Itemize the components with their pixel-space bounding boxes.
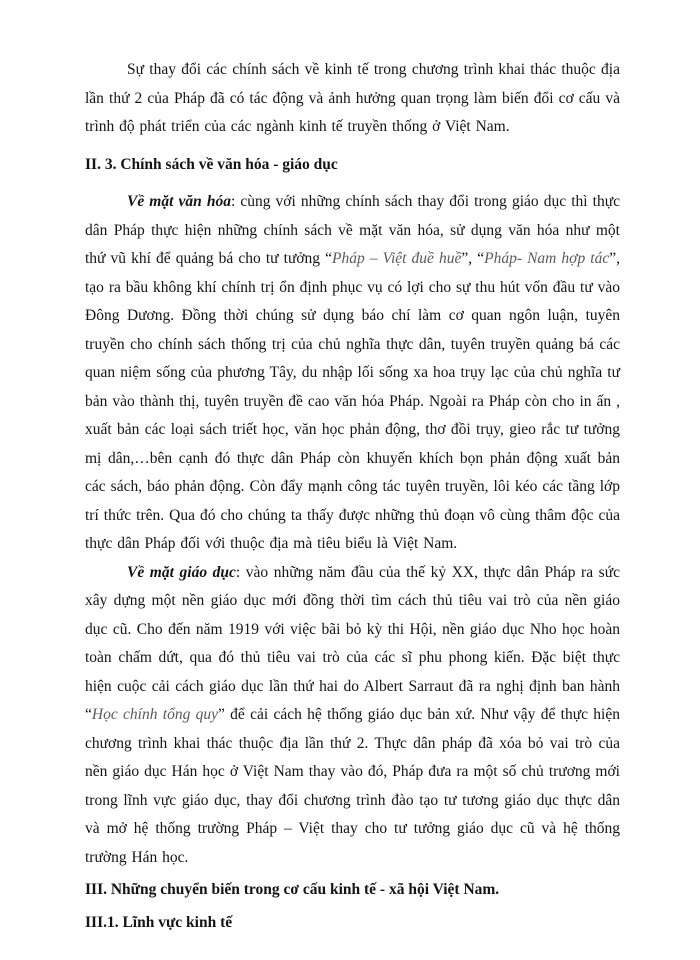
text-run: ” để cải cách hệ thống giáo dục bản xứ. Như vậy để thực hiện chương trình khai thác thuộc địa lần thứ 2. Thực dân pháp đã xóa bỏ vai trò của nền giáo dục Hán học ở Việt Nam thay vào đó, Pháp đưa ra một số chủ trương mới trong lĩnh vực giáo dục, thay đổi chương trình đào tạo tư tương giáo dục thực dân và mở hệ thống trường Pháp – Việt thay cho tư tưởng giáo dục cũ và hệ thống trường Hán học. xyxy=(85,706,620,866)
lead-ve-mat-van-hoa: Về mặt văn hóa xyxy=(127,193,231,210)
heading-economy-section: III.1. Lĩnh vực kinh tế xyxy=(85,913,233,931)
quote-hoc-chinh-tong-quy: Học chính tổng quy xyxy=(91,706,218,723)
text-run: Sự thay đổi các chính sách về kinh tế trong chương trình khai thác thuộc địa lần thứ 2 của Pháp đã có tác động và ảnh hưởng quan trọng làm biến đổi cơ cấu và trình độ phát triển của các ngành kinh tế truyền thống ở Việt Nam. xyxy=(85,61,620,135)
quote-phap-nam-hop-tac: Pháp- Nam hợp tác xyxy=(484,250,610,267)
heading-transition-section: III. Những chuyển biến trong cơ cấu kinh tế - xã hội Việt Nam. xyxy=(85,881,500,898)
text-run: : cùng với những chính sách thay đổi trong giáo dục thì thực dân Pháp thực hiện những chính sách về mặt văn hóa, sử dụng văn hóa như một thứ vũ khí để quảng bá cho tư tưởng “ xyxy=(85,193,620,267)
text-run: ”, tạo ra bầu không khí chính trị ổn định phục vụ có lợi cho sự thu hút vốn đầu tư vào Đông Dương. Đồng thời chúng sử dụng báo chí làm cơ quan ngôn luận, tuyên truyền cho chính sách thống trị của chủ nghĩa thực dân, tuyên truyền quảng bá các quan niệm sống của phương Tây, du nhập lối sống xa hoa trụy lạc của chủ nghĩa tư bản vào thành thị, tuyên truyền đề cao văn hóa Pháp. Ngoài ra Pháp còn cho in ấn , xuất bản các loại sách triết học, văn học phản động, thơ đồi trụy, gieo rắc tư tưởng mị dân,…bên cạnh đó thực dân Pháp còn khuyến khích bọn phản động xuất bản các sách, báo phản động. Còn đẩy mạnh công tác tuyên truyền, lôi kéo các tầng lớp trí thức trên. Qua đó cho chúng ta thấy được những thủ đoạn vô cùng thâm độc của thực dân Pháp đối với thuộc địa mà tiêu biểu là Việt Nam. xyxy=(85,250,620,552)
paragraph-education xyxy=(85,559,620,873)
heading-culture-education: II. 3. Chính sách về văn hóa - giáo dục xyxy=(85,155,338,173)
lead-ve-mat-giao-duc: Về mặt giáo dục xyxy=(127,563,236,581)
text-run: : vào những năm đầu của thế kỷ XX, thực dân Pháp ra sức xây dựng một nền giáo dục mới đồng thời tìm cách thủ tiêu vai trò của nền giáo dục cũ. Cho đến năm 1919 với việc bãi bỏ kỳ thi Hội, nền giáo dục Nho học hoàn toàn chấm dứt, qua đó thủ tiêu vai trò của các sĩ phu phong kiến. Đặc biệt thực hiện cuộc cải cách giáo dục lần thứ hai do Albert Sarraut đã ra nghị định ban hành “ xyxy=(85,563,620,723)
paragraph-intro xyxy=(85,56,620,142)
text-run: ”, “ xyxy=(461,250,485,267)
quote-phap-viet-due-hue: Pháp – Việt đuề huề xyxy=(332,250,462,267)
paragraph-culture xyxy=(85,188,620,559)
